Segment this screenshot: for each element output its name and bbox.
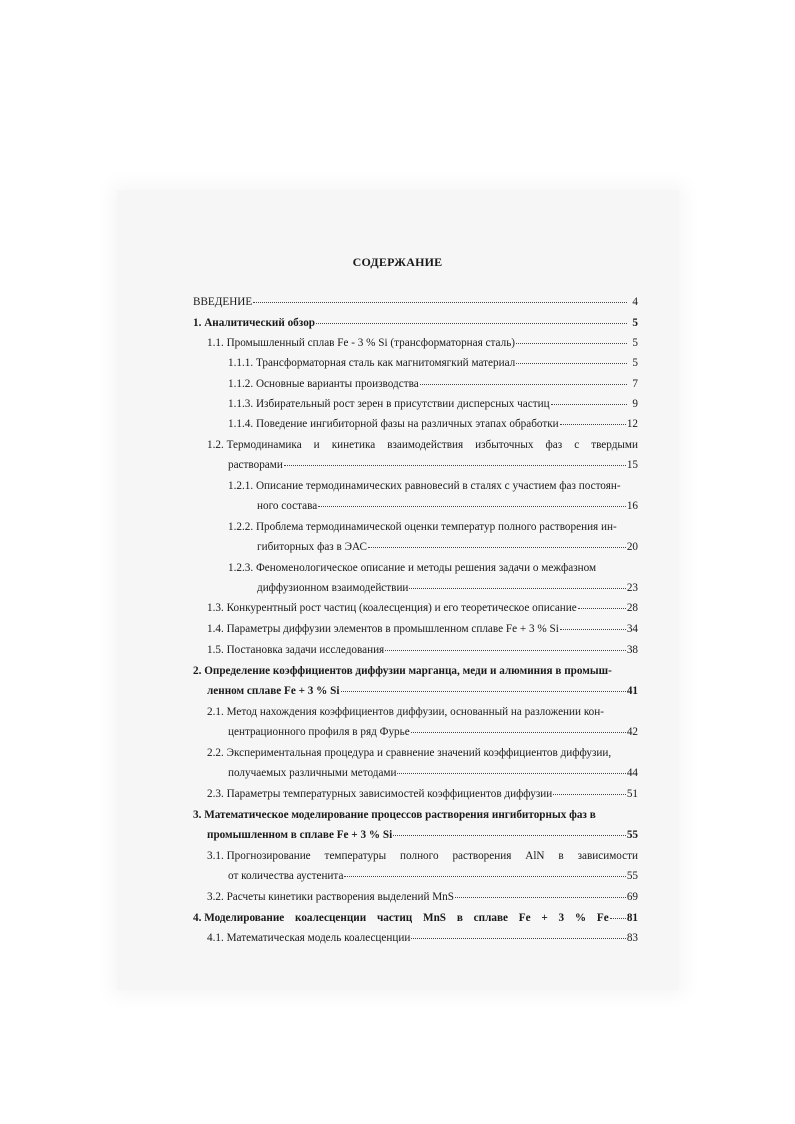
toc-entry-title: Основные варианты производства [255, 378, 419, 390]
toc-entry-title-line1: Математическое моделирование процессов растворения ингибиторных фаз в [204, 809, 596, 821]
toc-entry-title-line2: ного состава [257, 500, 318, 512]
toc-entry-number: 1.5. [207, 644, 224, 656]
toc-entry-title-line1: Феноменологическое описание и методы решения задачи о межфазном [255, 562, 597, 574]
toc-entry-number: 1.2.2. [228, 521, 254, 533]
toc-entry-title-line1: Экспериментальная процедура и сравнение значений коэффициентов диффузии, [226, 747, 612, 759]
toc-entry-title: Промышленный сплав Fe - 3 % Si (трансформаторная сталь) [226, 337, 516, 349]
toc-entry-number: 1.1.4. [228, 418, 254, 430]
toc-entry-title: Постановка задачи исследования [226, 644, 385, 656]
toc-entry-title-line1: Термодинамика и кинетика взаимодействия избыточных фаз с твердыми [226, 439, 638, 451]
toc-entry-page: 38 [626, 644, 638, 656]
toc-entry-number: 2. [193, 665, 202, 677]
toc-entry-number: 1.3. [207, 602, 224, 614]
toc-entry-title: Поведение ингибиторной фазы на различных этапах обработки [255, 418, 559, 430]
toc-entry-page: 42 [626, 726, 638, 738]
toc-entry-number: 1.2.1. [228, 480, 254, 492]
toc-entry-title-line1: Описание термодинамических равновесий в сталях с участием фаз постоян- [255, 480, 621, 492]
toc-entry-title: Расчеты кинетики растворения выделений MnS [226, 891, 454, 903]
toc-entry-title-line2: центрационного профиля в ряд Фурье [228, 726, 410, 738]
toc-entry-page: 41 [626, 685, 638, 697]
toc-entry-title-line2: растворами [228, 459, 283, 471]
toc-entry-page: 83 [626, 932, 638, 944]
toc-entry-page: 5 [632, 357, 638, 369]
toc-entry-title: Трансформаторная сталь как магнитомягкий материал [255, 357, 516, 369]
toc-entry-page: 5 [632, 317, 638, 329]
toc-entry-number: 3.1. [207, 850, 224, 862]
toc-entry-title-line1: Прогнозирование температуры полного растворения AlN в зависимости [226, 850, 638, 862]
toc-entry-page: 51 [626, 788, 638, 800]
toc-entry-number: 3. [193, 809, 202, 821]
toc-entry-number: 4.1. [207, 932, 224, 944]
toc-entry-page: 16 [626, 500, 638, 512]
toc-entry-title-line1: Проблема термодинамической оценки температур полного растворения ин- [255, 521, 617, 533]
toc-entry-number: 1.2.3. [228, 562, 254, 574]
toc-entry-page: 34 [626, 623, 638, 635]
toc-entry-page: 4 [632, 296, 638, 308]
toc-entry-number: 1.1.2. [228, 378, 254, 390]
toc-entry-title: Аналитический обзор [204, 317, 316, 329]
toc-entry-number: 2.1. [207, 706, 224, 718]
toc-entry-page: 23 [626, 582, 638, 594]
toc-entry-title: Конкурентный рост частиц (коалесценция) и его теоретическое описание [226, 602, 577, 614]
toc-entry-page: 28 [626, 602, 638, 614]
toc-entry-page: 55 [626, 829, 638, 841]
page-title: СОДЕРЖАНИЕ [352, 255, 443, 269]
toc-entry-page: 12 [626, 418, 638, 430]
toc-entry-title-line2: гибиторных фаз в ЭАС [257, 541, 367, 553]
toc-entry-number: 1.1. [207, 337, 224, 349]
toc-entry-title: Параметры диффузии элементов в промышленном сплаве Fe + 3 % Si [226, 623, 559, 635]
toc-entry-number: 1.4. [207, 623, 224, 635]
toc-entry-number: 2.2. [207, 747, 224, 759]
toc-entry-page: 7 [632, 378, 638, 390]
toc-entry-title-line2: промышленном в сплаве Fe + 3 % Si [207, 829, 393, 841]
toc-entry-page: 44 [626, 767, 638, 779]
toc-entry-title-line2: диффузионном взаимодействии [257, 582, 409, 594]
toc-entry-title-line2: от количества аустенита [228, 870, 344, 882]
toc-entry-number: 1.1.3. [228, 398, 254, 410]
toc-entry-number: 2.3. [207, 788, 224, 800]
toc-entry-title-line2: ленном сплаве Fe + 3 % Si [207, 685, 340, 697]
toc-entry-page: 69 [626, 891, 638, 903]
toc-entry-title-line1: Определение коэффициентов диффузии марганца, меди и алюминия в промыш- [204, 665, 612, 677]
toc-entry-number: 4. [193, 912, 202, 924]
toc-entry-page: 5 [632, 337, 638, 349]
toc-entry-title: ВВЕДЕНИЕ [193, 296, 253, 308]
toc-entry-title: Избирательный рост зерен в присутствии дисперсных частиц [255, 398, 550, 410]
toc-entry-number: 3.2. [207, 891, 224, 903]
toc-entry-title-line2: получаемых различными методами [228, 767, 397, 779]
toc-entry-page: 81 [626, 912, 638, 924]
toc-entry-page: 9 [632, 398, 638, 410]
toc-entry-page: 55 [626, 870, 638, 882]
toc-entry-title: Параметры температурных зависимостей коэффициентов диффузии [226, 788, 553, 800]
toc-entry-number: 1. [193, 317, 202, 329]
toc-entry-title: Математическая модель коалесценции [226, 932, 411, 944]
toc-entry-title-line1: Метод нахождения коэффициентов диффузии, основанный на разложении кон- [226, 706, 604, 718]
toc-entry-page: 15 [626, 459, 638, 471]
toc-entry-number: 1.2. [207, 439, 224, 451]
toc-entry-title: Моделирование коалесценции частиц MnS в сплаве Fe + 3 % Fe [204, 912, 609, 924]
toc-entry-page: 20 [626, 541, 638, 553]
toc-entry-number: 1.1.1. [228, 357, 254, 369]
